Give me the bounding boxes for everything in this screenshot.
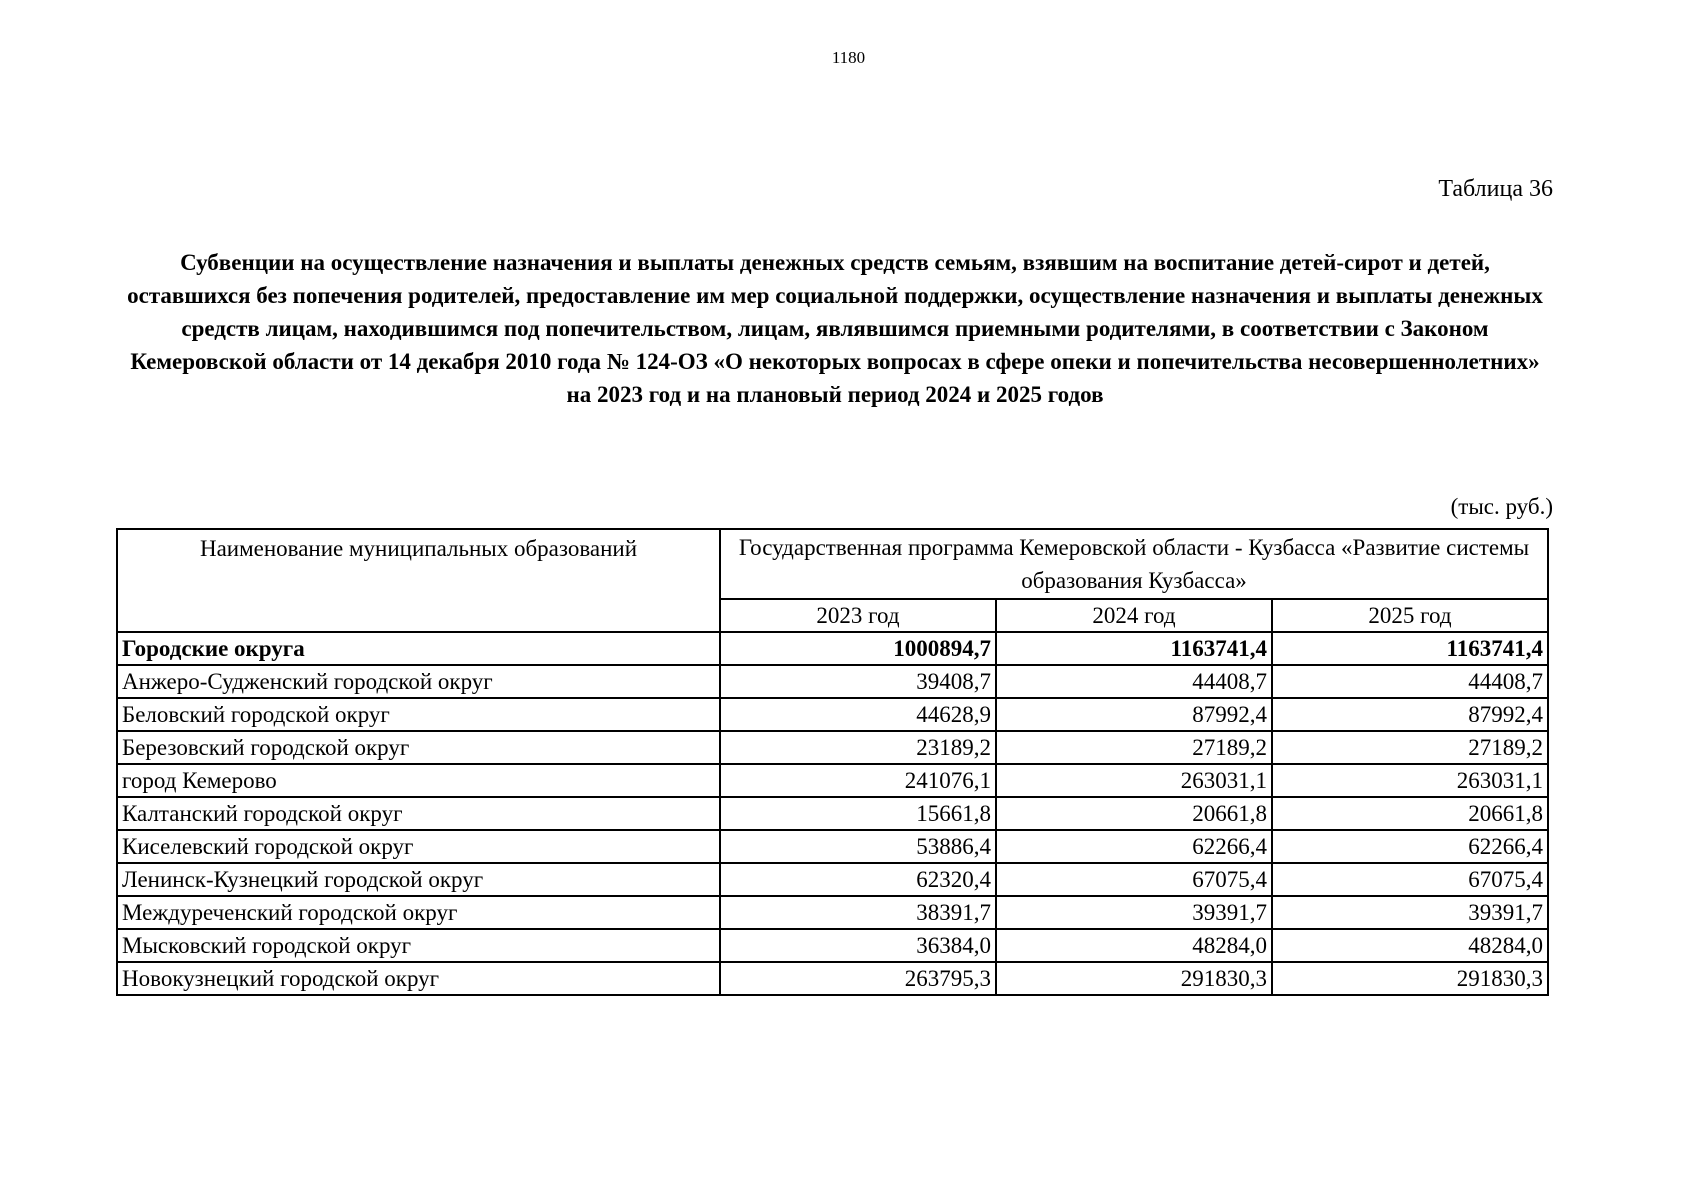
value-2025: 67075,4	[1272, 863, 1548, 896]
value-2023: 263795,3	[720, 962, 996, 995]
header-year-2025: 2025 год	[1272, 599, 1548, 632]
value-2024: 48284,0	[996, 929, 1272, 962]
header-year-2023: 2023 год	[720, 599, 996, 632]
table-row-total	[117, 632, 1548, 665]
value-2025: 20661,8	[1272, 797, 1548, 830]
value-2023: 53886,4	[720, 830, 996, 863]
document-title: Субвенции на осуществление назначения и выплаты денежных средств семьям, взявшим на воспитание детей-сирот и детей, оставшихся без попечения родителей, предоставление им мер социальной поддержки, осуществление назначения и выплаты денежных средств лицам, находившимся под попечительством, лицам, являвшимся приемными родителями, в соответствии с Законом Кемеровской области от 14 декабря 2010 года № 124-ОЗ «О некоторых вопросах в сфере опеки и попечительства несовершеннолетних» на 2023 год и на плановый период 2024 и 2025 годов	[127, 250, 1543, 407]
value-2024: 67075,4	[996, 863, 1272, 896]
row-name: Калтанский городской округ	[117, 797, 720, 830]
row-name: Березовский городской округ	[117, 731, 720, 764]
value-2024: 291830,3	[996, 962, 1272, 995]
header-year-2024: 2024 год	[996, 599, 1272, 632]
row-name: Киселевский городской округ	[117, 830, 720, 863]
value-2023: 241076,1	[720, 764, 996, 797]
value-2023: 1000894,7	[720, 632, 996, 665]
value-2024: 1163741,4	[996, 632, 1272, 665]
table-row	[117, 665, 1548, 698]
row-name: Мысковский городской округ	[117, 929, 720, 962]
value-2025: 39391,7	[1272, 896, 1548, 929]
table-row	[117, 962, 1548, 995]
value-2023: 38391,7	[720, 896, 996, 929]
units-label: (тыс. руб.)	[1450, 494, 1553, 519]
value-2025: 44408,7	[1272, 665, 1548, 698]
value-2024: 62266,4	[996, 830, 1272, 863]
value-2024: 87992,4	[996, 698, 1272, 731]
value-2024: 20661,8	[996, 797, 1272, 830]
table-row	[117, 764, 1548, 797]
value-2025: 291830,3	[1272, 962, 1548, 995]
row-name: Новокузнецкий городской округ	[117, 962, 720, 995]
value-2023: 39408,7	[720, 665, 996, 698]
value-2023: 44628,9	[720, 698, 996, 731]
table-row	[117, 896, 1548, 929]
value-2025: 62266,4	[1272, 830, 1548, 863]
row-name: Беловский городской округ	[117, 698, 720, 731]
table-row	[117, 698, 1548, 731]
row-name: город Кемерово	[117, 764, 720, 797]
value-2023: 36384,0	[720, 929, 996, 962]
value-2025: 1163741,4	[1272, 632, 1548, 665]
row-name: Анжеро-Судженский городской округ	[117, 665, 720, 698]
subventions-table	[116, 528, 1549, 996]
value-2024: 44408,7	[996, 665, 1272, 698]
table-row	[117, 929, 1548, 962]
value-2025: 48284,0	[1272, 929, 1548, 962]
row-name: Междуреченский городской округ	[117, 896, 720, 929]
row-name: Ленинск-Кузнецкий городской округ	[117, 863, 720, 896]
value-2023: 15661,8	[720, 797, 996, 830]
page-number: 1180	[831, 48, 866, 67]
value-2023: 62320,4	[720, 863, 996, 896]
table-row	[117, 863, 1548, 896]
header-municipality-name: Наименование муниципальных образований	[117, 529, 720, 632]
table-row	[117, 731, 1548, 764]
value-2024: 39391,7	[996, 896, 1272, 929]
value-2024: 27189,2	[996, 731, 1272, 764]
value-2024: 263031,1	[996, 764, 1272, 797]
row-name: Городские округа	[117, 632, 720, 665]
value-2025: 27189,2	[1272, 731, 1548, 764]
table-row	[117, 797, 1548, 830]
table-label: Таблица 36	[1438, 176, 1553, 202]
value-2025: 263031,1	[1272, 764, 1548, 797]
header-program: Государственная программа Кемеровской области - Кузбасса «Развитие системы образования Кузбасса»	[720, 529, 1548, 599]
table-row	[117, 830, 1548, 863]
value-2023: 23189,2	[720, 731, 996, 764]
value-2025: 87992,4	[1272, 698, 1548, 731]
